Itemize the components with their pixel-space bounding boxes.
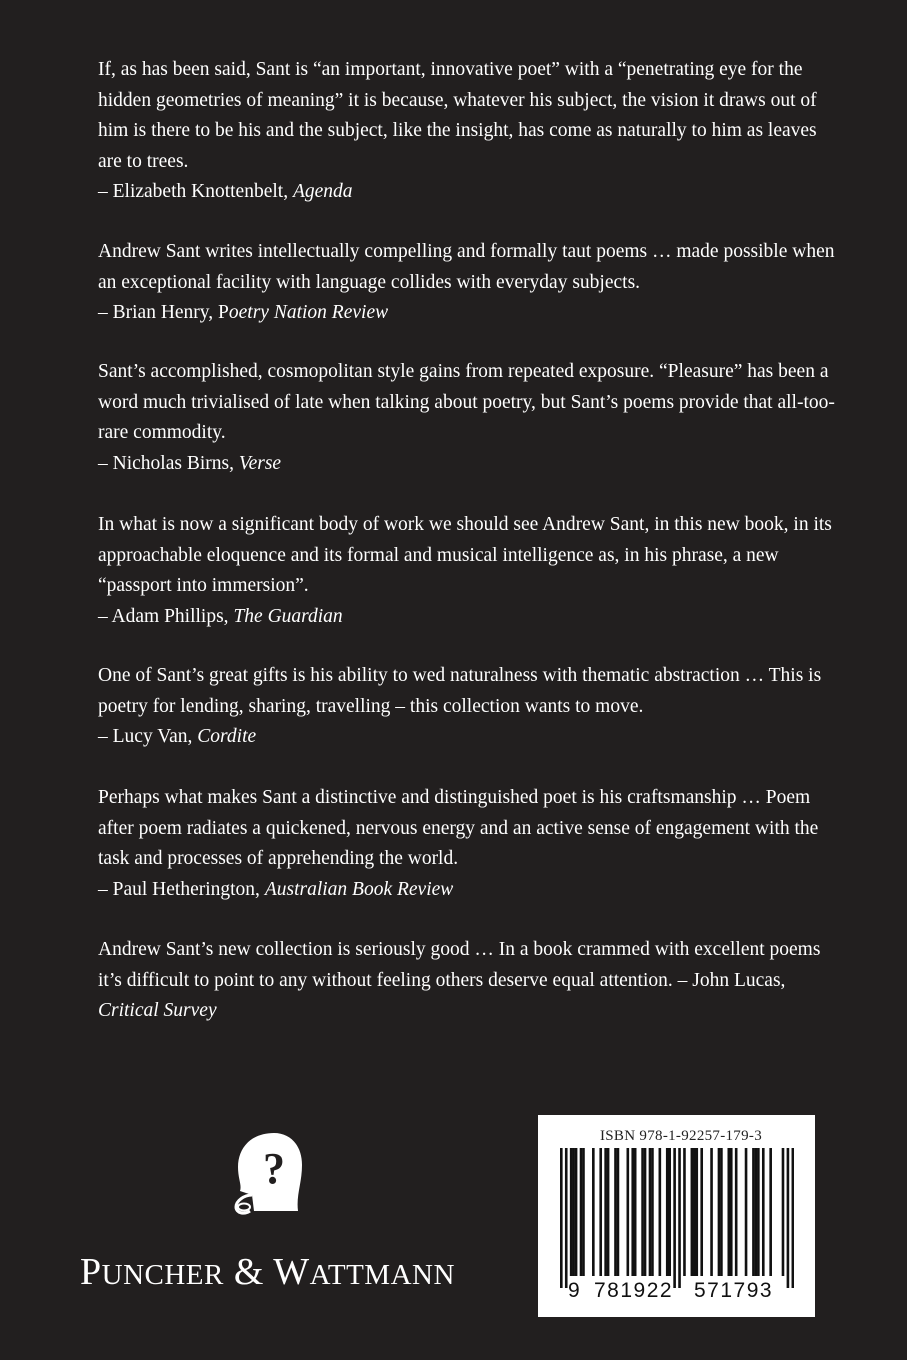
barcode-bar (599, 1148, 602, 1276)
blurb-source: Verse (238, 452, 282, 474)
barcode-box (538, 1115, 815, 1317)
blurb-source: The Guardian (233, 605, 343, 627)
barcode-bar (644, 1148, 647, 1276)
publisher-ampersand: & (223, 1251, 274, 1293)
barcode-bar (582, 1148, 585, 1276)
barcode-bar (782, 1148, 785, 1276)
publisher-word-1: UNCHER (101, 1259, 224, 1291)
barcode-bar (634, 1148, 637, 1276)
barcode-bar (575, 1148, 578, 1276)
svg-text:?: ? (263, 1144, 285, 1193)
publisher-initial-w: W (273, 1251, 310, 1293)
barcode-bar (730, 1148, 733, 1276)
barcode-bar (710, 1148, 713, 1276)
barcode-bar (787, 1148, 790, 1288)
blurb-text (98, 935, 838, 1027)
blurb-author: – Brian Henry, P (98, 302, 229, 323)
barcode-bar (631, 1148, 634, 1276)
barcode-icon (560, 1148, 794, 1288)
barcode-bar (720, 1148, 723, 1276)
barcode-bar (693, 1148, 696, 1276)
blurb-3 (98, 357, 838, 479)
blurb-7 (98, 935, 838, 1027)
blurb-attribution (98, 875, 838, 906)
barcode-bar (678, 1148, 681, 1288)
publisher-name (80, 1250, 455, 1294)
barcode-bar (592, 1148, 595, 1276)
blurb-text: Perhaps what makes Sant a distinctive and distinguished poet is his craftsmanship … Poem after poem radiates a quickened, nervous energy and an active sense of engagement with the task and processes of apprehending the world. (98, 787, 819, 869)
blurb-author: – Elizabeth Knottenbelt, (98, 181, 293, 202)
blurb-2 (98, 237, 838, 329)
barcode-bar (762, 1148, 765, 1276)
blurb-1 (98, 55, 838, 208)
blurb-text-span: Andrew Sant’s new collection is seriously good … In a book crammed with excellent poems it’s difficult to point to any without feeling others deserve equal attention. (98, 939, 821, 991)
barcode-bar (769, 1148, 772, 1276)
blurb-author: – Nicholas Birns, (98, 452, 239, 474)
blurb-source: Agenda (292, 181, 353, 202)
blurb-text: If, as has been said, Sant is “an important, innovative poet” with a “penetrating eye for the hidden geometries of meaning” it is because, whatever his subject, the vision it draws out of him is there to be his and the subject, like the insight, has come as naturally to him as leaves are to trees. (98, 59, 817, 172)
blurb-4 (98, 510, 838, 632)
isbn-label: ISBN 978-1-92257-179-3 (600, 1128, 763, 1144)
barcode-bar (604, 1148, 607, 1276)
blurb-text: In what is now a significant body of work we should see Andrew Sant, in this new book, in its approachable eloquence and its formal and musical intelligence as, in his phrase, a new “passport into immersion”. (98, 514, 832, 596)
barcode-bar (718, 1148, 721, 1276)
blurb-author: – John Lucas, (672, 969, 786, 991)
blurb-author: – Paul Hetherington, (98, 878, 265, 900)
barcode-bar (668, 1148, 671, 1276)
barcode-bar (627, 1148, 630, 1276)
blurb-attribution (98, 298, 838, 329)
barcode-bar (565, 1148, 568, 1288)
barcode-bar (683, 1148, 686, 1276)
barcode-bar (745, 1148, 748, 1276)
blurb-text (98, 237, 838, 298)
barcode-bar (607, 1148, 610, 1276)
barcode-bar (572, 1148, 575, 1276)
barcode-bar (752, 1148, 755, 1276)
barcode-bar (757, 1148, 760, 1276)
barcode-bar (570, 1148, 573, 1276)
publisher-initial-p: P (80, 1251, 102, 1293)
barcode-bar (700, 1148, 703, 1276)
blurb-5 (98, 661, 838, 753)
barcode-bar (659, 1148, 662, 1276)
question-mark-head-icon (222, 1125, 312, 1220)
barcode-bar (649, 1148, 652, 1276)
blurb-attribution (98, 722, 838, 753)
blurb-attribution (98, 177, 838, 208)
blurb-source: Australian Book Review (264, 878, 454, 900)
barcode-bar (641, 1148, 644, 1276)
barcode-right-digits: 571793 (694, 1279, 774, 1302)
blurb-text: One of Sant’s great gifts is his ability to wed naturalness with thematic abstraction … This is poetry for lending, sharing, travelling – this collection wants to move. (98, 665, 822, 717)
barcode-bar (691, 1148, 694, 1276)
barcode-bar (666, 1148, 669, 1276)
blurb-attribution (98, 602, 838, 633)
blurb-6 (98, 783, 838, 905)
blurb-author: – Lucy Van, (98, 726, 198, 747)
blurb-author: – Adam Phillips, (98, 605, 234, 627)
blurb-text: Sant’s accomplished, cosmopolitan style gains from repeated exposure. “Pleasure” has been a word much trivialised of late when talking about poetry, but Sant’s poems provide that all-too-rare commodity. (98, 361, 835, 443)
blurb-source: oetry Nation Review (228, 302, 389, 323)
blurb-source: Cordite (197, 726, 257, 747)
barcode-bar (617, 1148, 620, 1276)
barcode-bar (727, 1148, 730, 1276)
blurb-text-span: Andrew Sant writes intellectually compelling and formally taut poems … made possible when an exceptional facility with language collides with everyday subjects. (98, 241, 835, 293)
barcode-bar (695, 1148, 698, 1276)
blurb-attribution (98, 449, 838, 480)
publisher-word-2: ATTMANN (309, 1259, 455, 1291)
barcode-bar (755, 1148, 758, 1276)
barcode-bar (580, 1148, 583, 1276)
barcode-bar (614, 1148, 617, 1276)
barcode-bar (673, 1148, 676, 1288)
barcode-bar (735, 1148, 738, 1276)
barcode-bar (560, 1148, 563, 1288)
barcode-left-digits: 781922 (594, 1279, 674, 1302)
barcode-first-digit: 9 (568, 1279, 582, 1302)
barcode-bar (792, 1148, 794, 1288)
barcode-bar (651, 1148, 654, 1276)
blurb-source: Critical Survey (98, 1000, 217, 1021)
